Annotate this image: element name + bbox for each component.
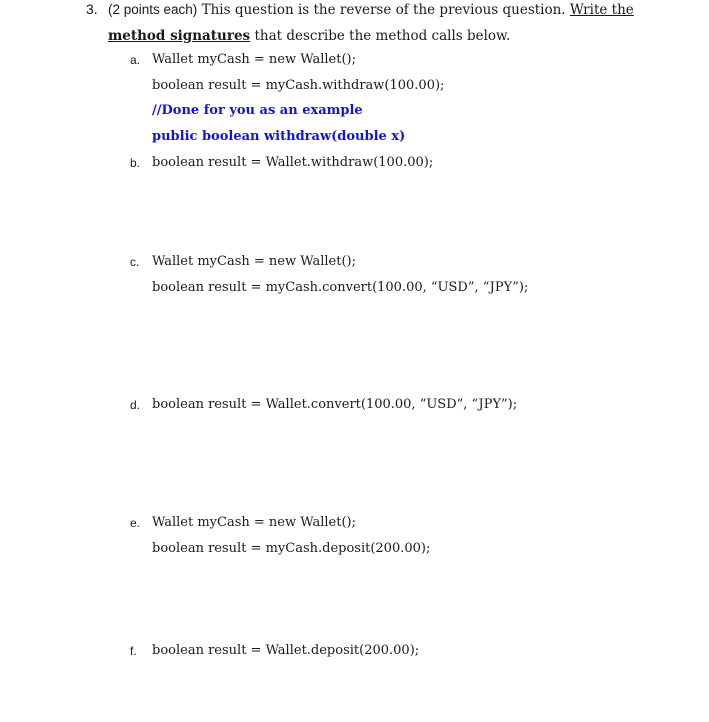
item-e-line-1: Wallet myCash = new Wallet(); xyxy=(152,515,356,530)
item-a-line-2: boolean result = myCash.withdraw(100.00); xyxy=(152,78,445,93)
question-emphasis-1: Write the xyxy=(569,2,634,18)
item-d-line-1: boolean result = Wallet.convert(100.00, “USD”, “JPY”); xyxy=(152,397,518,412)
item-label-a: a. xyxy=(130,53,141,67)
item-a-line-1: Wallet myCash = new Wallet(); xyxy=(152,52,356,67)
question-points: (2 points each) xyxy=(108,2,198,17)
example-signature: public boolean withdraw(double x) xyxy=(152,129,406,144)
item-c-line-1: Wallet myCash = new Wallet(); xyxy=(152,254,356,269)
question-text-2: that describe the method calls below. xyxy=(250,28,511,44)
question-text: This question is the reverse of the previous question. xyxy=(197,2,570,18)
question-number: 3. xyxy=(86,1,98,17)
item-f-line-1: boolean result = Wallet.deposit(200.00); xyxy=(152,643,420,658)
item-label-d: d. xyxy=(130,398,141,412)
example-comment: //Done for you as an example xyxy=(152,103,363,118)
question-prompt-line-1 xyxy=(108,1,634,19)
item-b-line-1: boolean result = Wallet.withdraw(100.00); xyxy=(152,155,434,170)
item-e-line-2: boolean result = myCash.deposit(200.00); xyxy=(152,541,431,556)
item-label-e: e. xyxy=(130,516,141,530)
item-label-b: b. xyxy=(130,156,141,170)
item-c-line-2: boolean result = myCash.convert(100.00, “USD”, “JPY”); xyxy=(152,280,529,295)
item-label-f: f. xyxy=(130,644,137,658)
item-label-c: c. xyxy=(130,255,140,269)
question-emphasis-2: method signatures xyxy=(108,28,251,44)
question-prompt-line-2 xyxy=(108,27,510,45)
